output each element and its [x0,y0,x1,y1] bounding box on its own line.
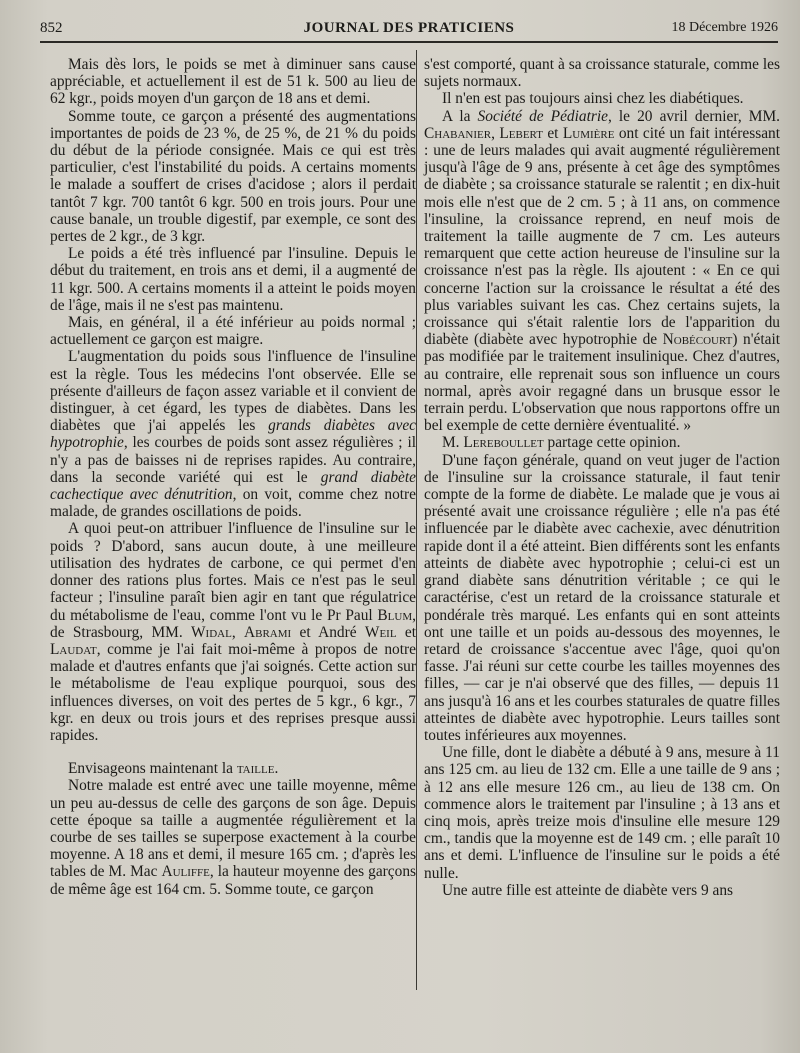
header-rule [40,41,778,43]
page-number: 852 [40,20,63,36]
paragraph: A la Société de Pédiatrie, le 20 avril dernier, MM. Chabanier, Lebert et Lumière ont cité un fait intéressant : une de leurs malades qui avait augmenté régulièrement jusqu'à l'âge de 9 ans, présente à cet âge des symptômes de diabète ; sa croissance staturale se ralentit ; en dix-huit mois elle n'est que de 2 cm. 5 ; à 11 ans, on commence l'insuline, la croissance reprend, en neuf mois de traitement la taille augmente de 7 cm. Les auteurs remarquent que cette action heureuse de l'insuline sur la croissance n'est pas la règle. Ils ajoutent : « En ce qui concerne l'action sur la croissance le résultat a été des plus variables suivant les cas. Chez certains sujets, la croissance qui s'était ralentie lors de l'apparition du diabète (diabète avec hypotrophie de Nobécourt) n'était pas modifiée par le traitement insulinique. Chez d'autres, au contraire, elle reprenait sous son influence un cours normal, après avoir regagné dans un brusque essor le terrain perdu. L'observation que nous rapportons offre un bel exemple de cette dernière éventualité. » [424,107,781,435]
paragraph: M. Lereboullet partage cette opinion. [442,434,681,452]
journal-title: JOURNAL DES PRATICIENS [303,20,515,36]
paragraph: A quoi peut-on attribuer l'influence de l'insuline sur le poids ? D'abord, sans aucun doute, à une meilleure utilisation des hydrates de carbone, ce qui permet d'en donner des rations plus fortes. Mais ce n'est pas le seul facteur ; l'insuline paraît bien agir en tant que régulatrice du métabolisme de l'eau, comme l'ont vu le Pr Paul Blum, de Strasbourg, MM. Widal, Abrami et André Weil et Laudat, comme je l'ai fait moi-même à propos de notre malade et d'autres enfants que j'ai soignés. Cette action sur le métabolisme de l'eau explique pourquoi, sous des influences diverses, on voit des pertes de 5 kgr., 6 kgr., 7 kgr. en deux ou trois jours et des reprises presque aussi rapides. [50,520,417,744]
paragraph: Mais, en général, il a été inférieur au poids normal ; actuellement ce garçon est maigre. [50,314,416,349]
paragraph: Somme toute, ce garçon a présenté des augmentations importantes de poids de 23 %, de 25 %, de 21 % du poids du début de la période consignée. Mais ce qui est très particulier, c'est l'instabilité du poids. A certains moments le malade a souffert de crises d'acidose ; alors il perdait tantôt 7 kgr. 700 tantôt 6 kgr. 500 en trois jours. Pour une cause banale, un trouble digestif, par exemple, ce sont des pertes de 2 kgr., de 3 kgr. [50,107,416,246]
section-intro-taille: Envisageons maintenant la taille. [68,760,279,778]
left-column [50,56,416,898]
paragraph: Une fille, dont le diabète a débuté à 9 ans, mesure à 11 ans 125 cm. au lieu de 132 cm. Elle a une taille de 9 ans ; à 12 ans elle mesure 126 cm., au lieu de 138 cm. On commence alors le traitement par l'insuline ; à 13 ans et cinq mois, après treize mois d'insuline elle mesure 129 cm., tandis que la moyenne est de 149 cm. ; elle paraît 10 ans et demi. L'influence de l'insuline sur le poids a été nulle. [424,744,780,882]
running-header [40,18,778,40]
right-column [424,56,780,899]
paragraph: Notre malade est entré avec une taille moyenne, même un peu au-dessus de celle des garçons de son âge. Depuis cette époque sa taille a augmentée régulièrement et la courbe de ses tailles se superpose exactement à la courbe moyenne. A 18 ans et demi, il mesure 165 cm. ; d'après les tables de M. Mac Auliffe, la hauteur moyenne des garçons de même âge est 164 cm. 5. Somme toute, ce garçon [50,777,416,898]
paragraph: D'une façon générale, quand on veut juger de l'action de l'insuline sur la croissance staturale, il faut tenir compte de la forme de diabète. Le malade que je vous ai présenté avait une croissance régulière ; elle n'a pas été influencée par le diabète avec cachexie, avec dénutrition rapide dont il a été atteint. Bien différents sont les enfants atteints de diabète avec hypotrophie ; celui-ci est un grand diabète sans dénutrition véritable ; ce qui le caractérise, c'est un retard de la croissance staturale et pondérale très marqué. Les enfants qui en sont atteints ont une taille et un poids au-dessous des moyennes, le retard de croissance s'accentue avec l'âge, quoi qu'on fasse. J'ai réuni sur cette courbe les tailles moyennes des filles, — car je n'ai observé que des filles, — depuis 11 ans jusqu'à 16 ans et les courbes staturales de quatre filles atteintes de diabète avec hypotrophie. Leurs tailles sont toutes inférieures aux moyennes. [424,451,780,744]
column-divider [416,50,417,990]
paragraph: s'est comporté, quant à sa croissance staturale, comme les sujets normaux. [424,56,780,91]
issue-date: 18 Décembre 1926 [671,20,778,35]
paragraph: Mais dès lors, le poids se met à diminuer sans cause appréciable, et actuellement il est de 51 k. 500 au lieu de 62 kgr., poids moyen d'un garçon de 18 ans et demi. [50,56,416,108]
paragraph: Il n'en est pas toujours ainsi chez les diabétiques. [442,90,744,108]
paragraph: Une autre fille est atteinte de diabète vers 9 ans [442,881,734,899]
paragraph: L'augmentation du poids sous l'influence de l'insuline est la règle. Tous les médecins l'ont observée. Elle se présente d'ailleurs de façon assez variable et il convient de distinguer, à cet égard, les types de diabètes. Dans les diabètes que j'ai appelés les grands diabètes avec hypotrophie, les courbes de poids sont assez régulières ; il n'y a pas de baisses ni de reprises rapides. Au contraire, dans la seconde variété qui est le grand diabète cachectique avec dénutrition, on voit, comme chez notre malade, de grandes oscillations de poids. [50,348,416,521]
paragraph: Le poids a été très influencé par l'insuline. Depuis le début du traitement, en trois ans et demi, il a augmenté de 11 kgr. 500. A certains moments il a atteint le poids moyen de l'âge, mais il ne s'est pas maintenu. [50,245,416,314]
